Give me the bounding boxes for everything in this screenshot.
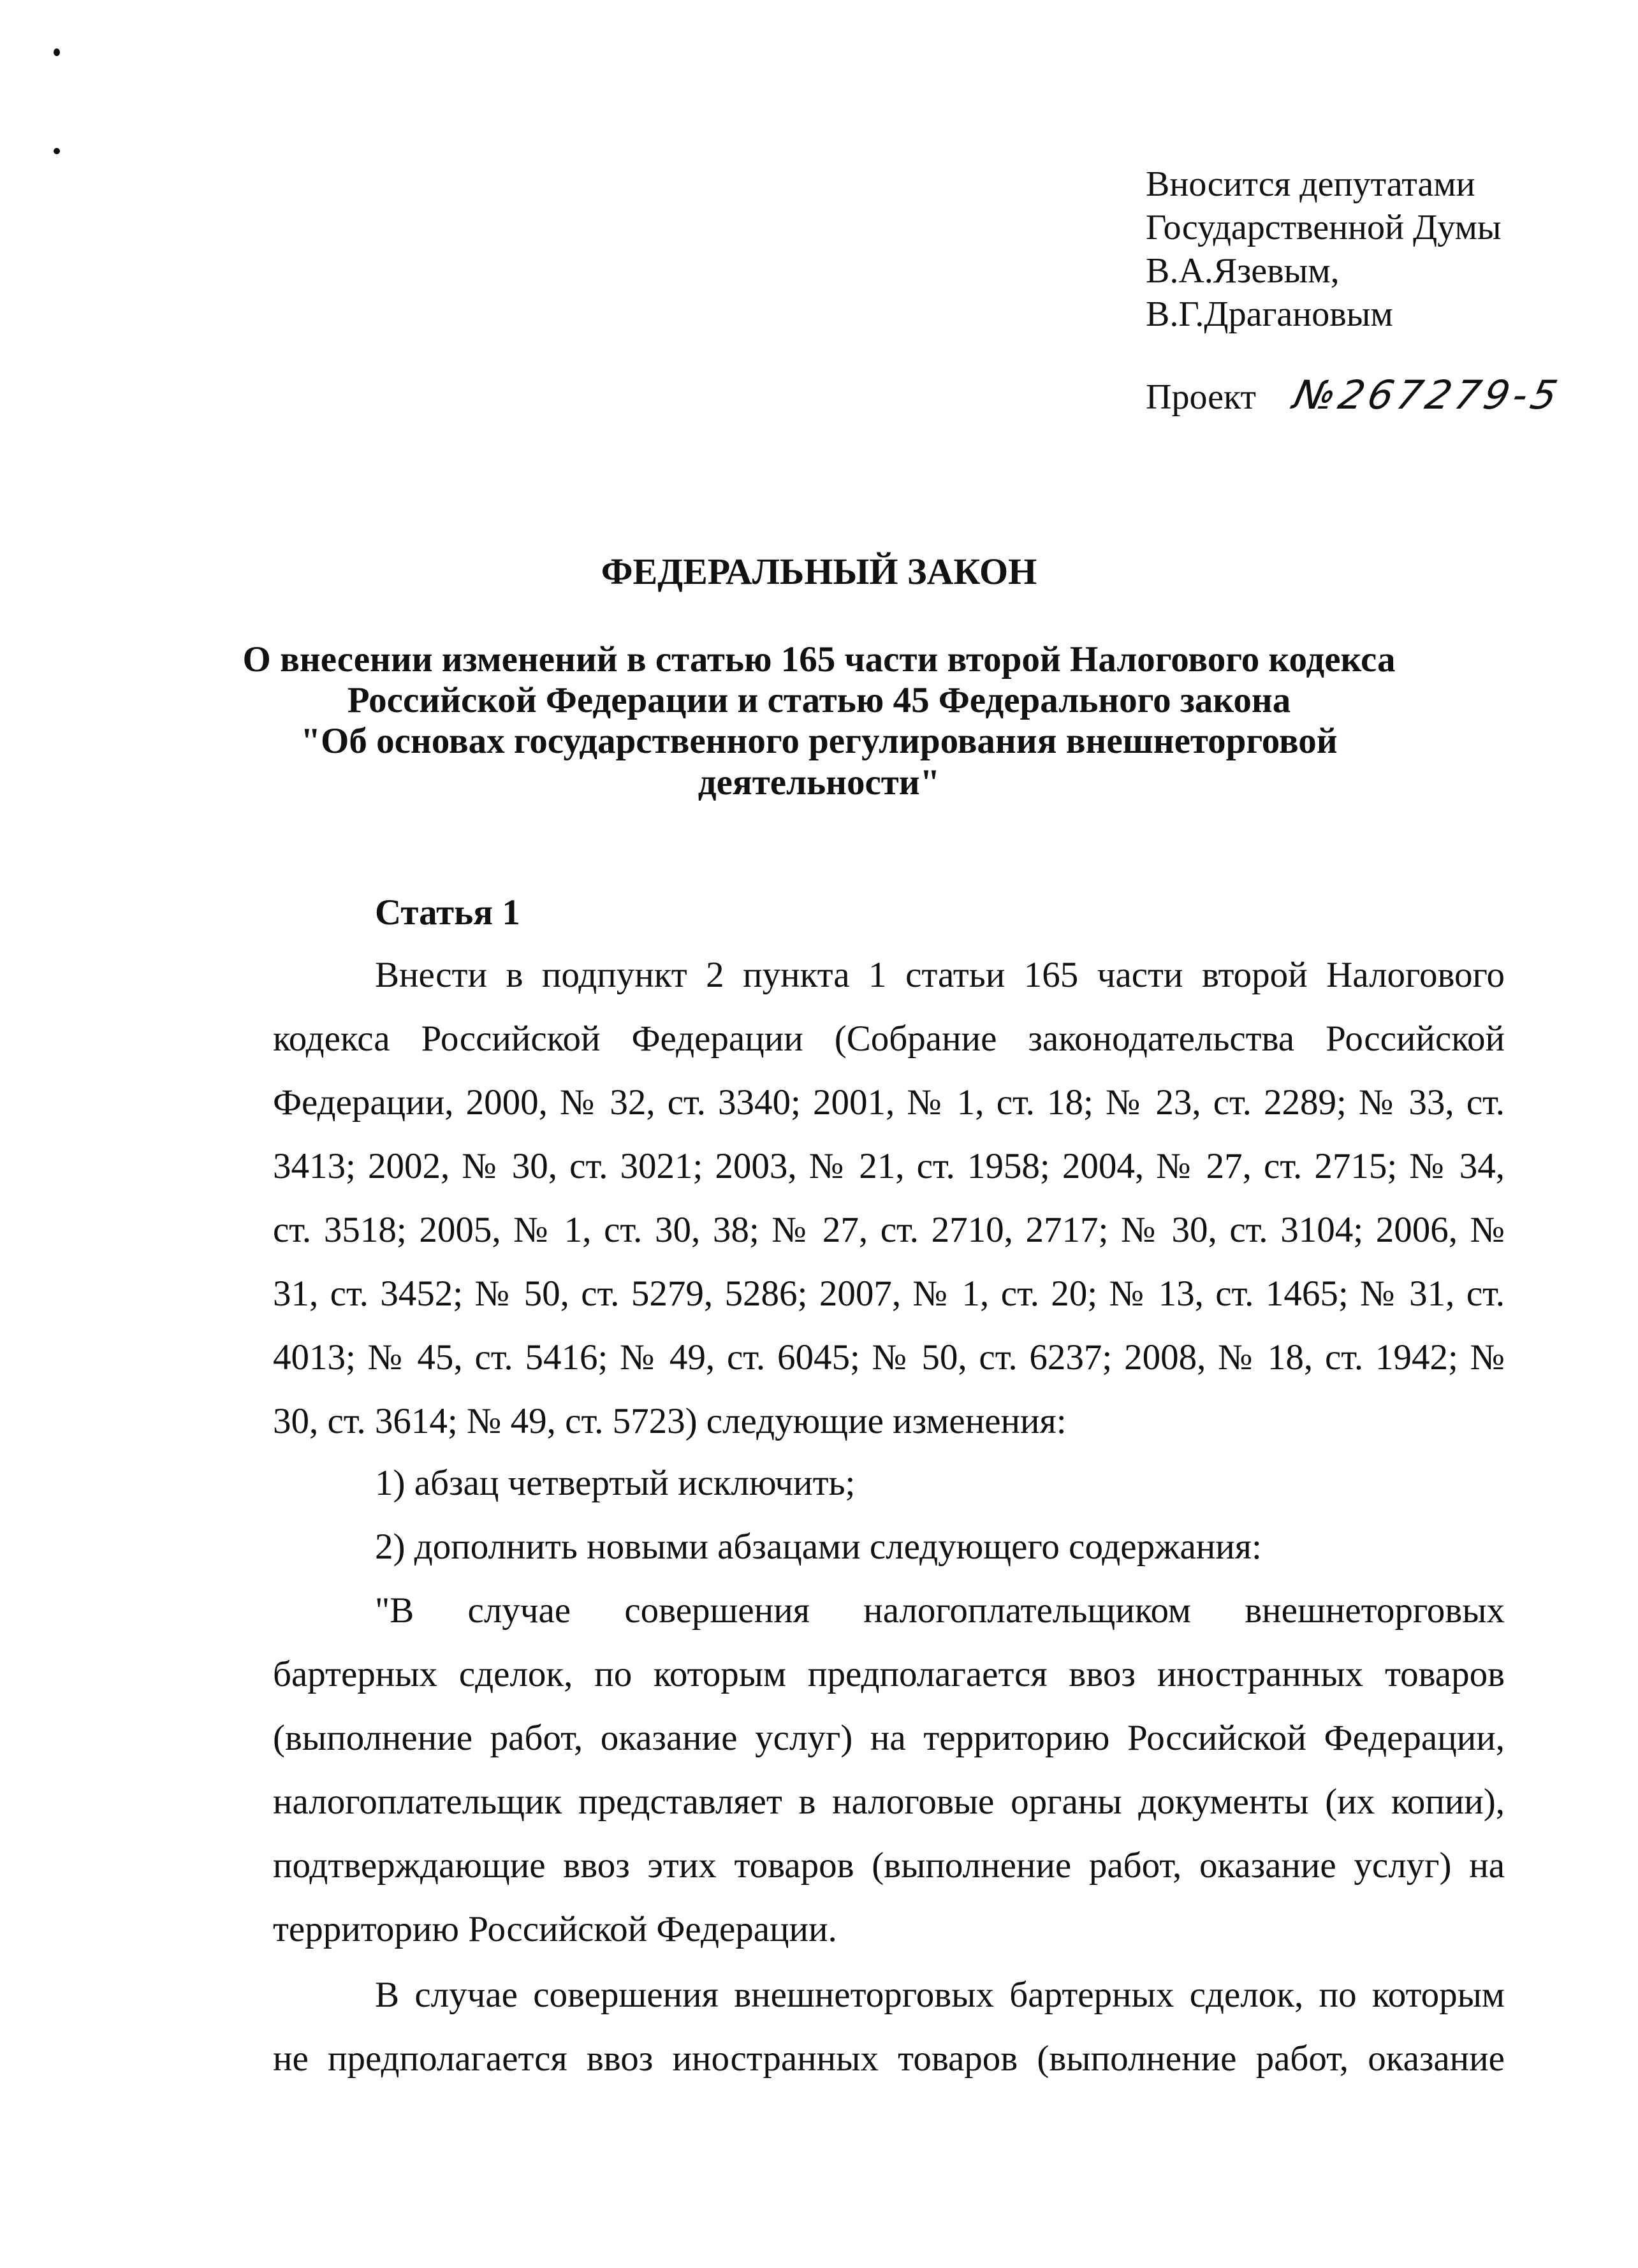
quoted-text-line: территорию Российской Федерации. [273,1909,837,1949]
quoted-text-line: "В случае совершения налогоплательщиком внешнеторговых [375,1590,1505,1631]
law-subtitle-line: "Об основах государственного регулирования внешнеторговой [300,721,1338,761]
scan-speck [54,48,60,56]
article-heading: Статья 1 [375,892,520,933]
project-number [1146,372,1565,419]
article-text-line: Федерации, 2000, № 32, ст. 3340; 2001, № 1, ст. 18; № 23, ст. 2289; № 33, ст. [273,1082,1505,1123]
article-text-line: 30, ст. 3614; № 49, ст. 5723) следующие изменения: [273,1401,1067,1441]
article-text-line: 4013; № 45, ст. 5416; № 49, ст. 6045; № 50, ст. 6237; 2008, № 18, ст. 1942; № [273,1337,1505,1378]
amendment-item: 1) абзац четвертый исключить; [375,1463,856,1503]
law-subtitle-line: О внесении изменений в статью 165 части второй Налогового кодекса [242,639,1396,680]
article-text-line: кодекса Российской Федерации (Собрание законодательства Российской [273,1019,1505,1059]
handwritten-project-number: №267279-5 [1289,372,1565,418]
submitted-by-line: Государственной Думы [1146,208,1502,247]
document-type-title: ФЕДЕРАЛЬНЫЙ ЗАКОН [601,551,1037,592]
amendment-item: 2) дополнить новыми абзацами следующего содержания: [375,1527,1262,1567]
article-text-line: 31, ст. 3452; № 50, ст. 5279, 5286; 2007, № 1, ст. 20; № 13, ст. 1465; № 31, ст. [273,1274,1505,1314]
submitted-by-block [1146,163,1502,336]
submitted-by-line: В.Г.Драгановым [1146,294,1393,334]
article-text-line: ст. 3518; 2005, № 1, ст. 30, 38; № 27, ст. 2710, 2717; № 30, ст. 3104; 2006, № [273,1210,1505,1250]
submitted-by-line: Вносится депутатами [1146,164,1475,204]
quoted-text-line: бартерных сделок, по которым предполагается ввоз иностранных товаров [273,1654,1505,1694]
article-text-line: Внести в подпункт 2 пункта 1 статьи 165 части второй Налогового [375,955,1505,995]
quoted-text-line: (выполнение работ, оказание услуг) на территорию Российской Федерации, [273,1718,1505,1758]
quoted-text-line: не предполагается ввоз иностранных товаров (выполнение работ, оказание [273,2039,1505,2079]
quoted-text-line: налогоплательщик представляет в налоговые органы документы (их копии), [273,1782,1505,1822]
article-text-line: 3413; 2002, № 30, ст. 3021; 2003, № 21, ст. 1958; 2004, № 27, ст. 2715; № 34, [273,1146,1505,1186]
quoted-text-line: В случае совершения внешнеторговых бартерных сделок, по которым [375,1975,1505,2015]
scan-speck [54,148,60,154]
law-subtitle-line: Российской Федерации и статью 45 Федерального закона [347,680,1291,720]
quoted-text-line: подтверждающие ввоз этих товаров (выполнение работ, оказание услуг) на [273,1845,1505,1886]
law-subtitle-line: деятельности" [698,762,940,803]
project-label: Проект [1146,377,1256,417]
submitted-by-line: В.А.Язевым, [1146,251,1340,291]
